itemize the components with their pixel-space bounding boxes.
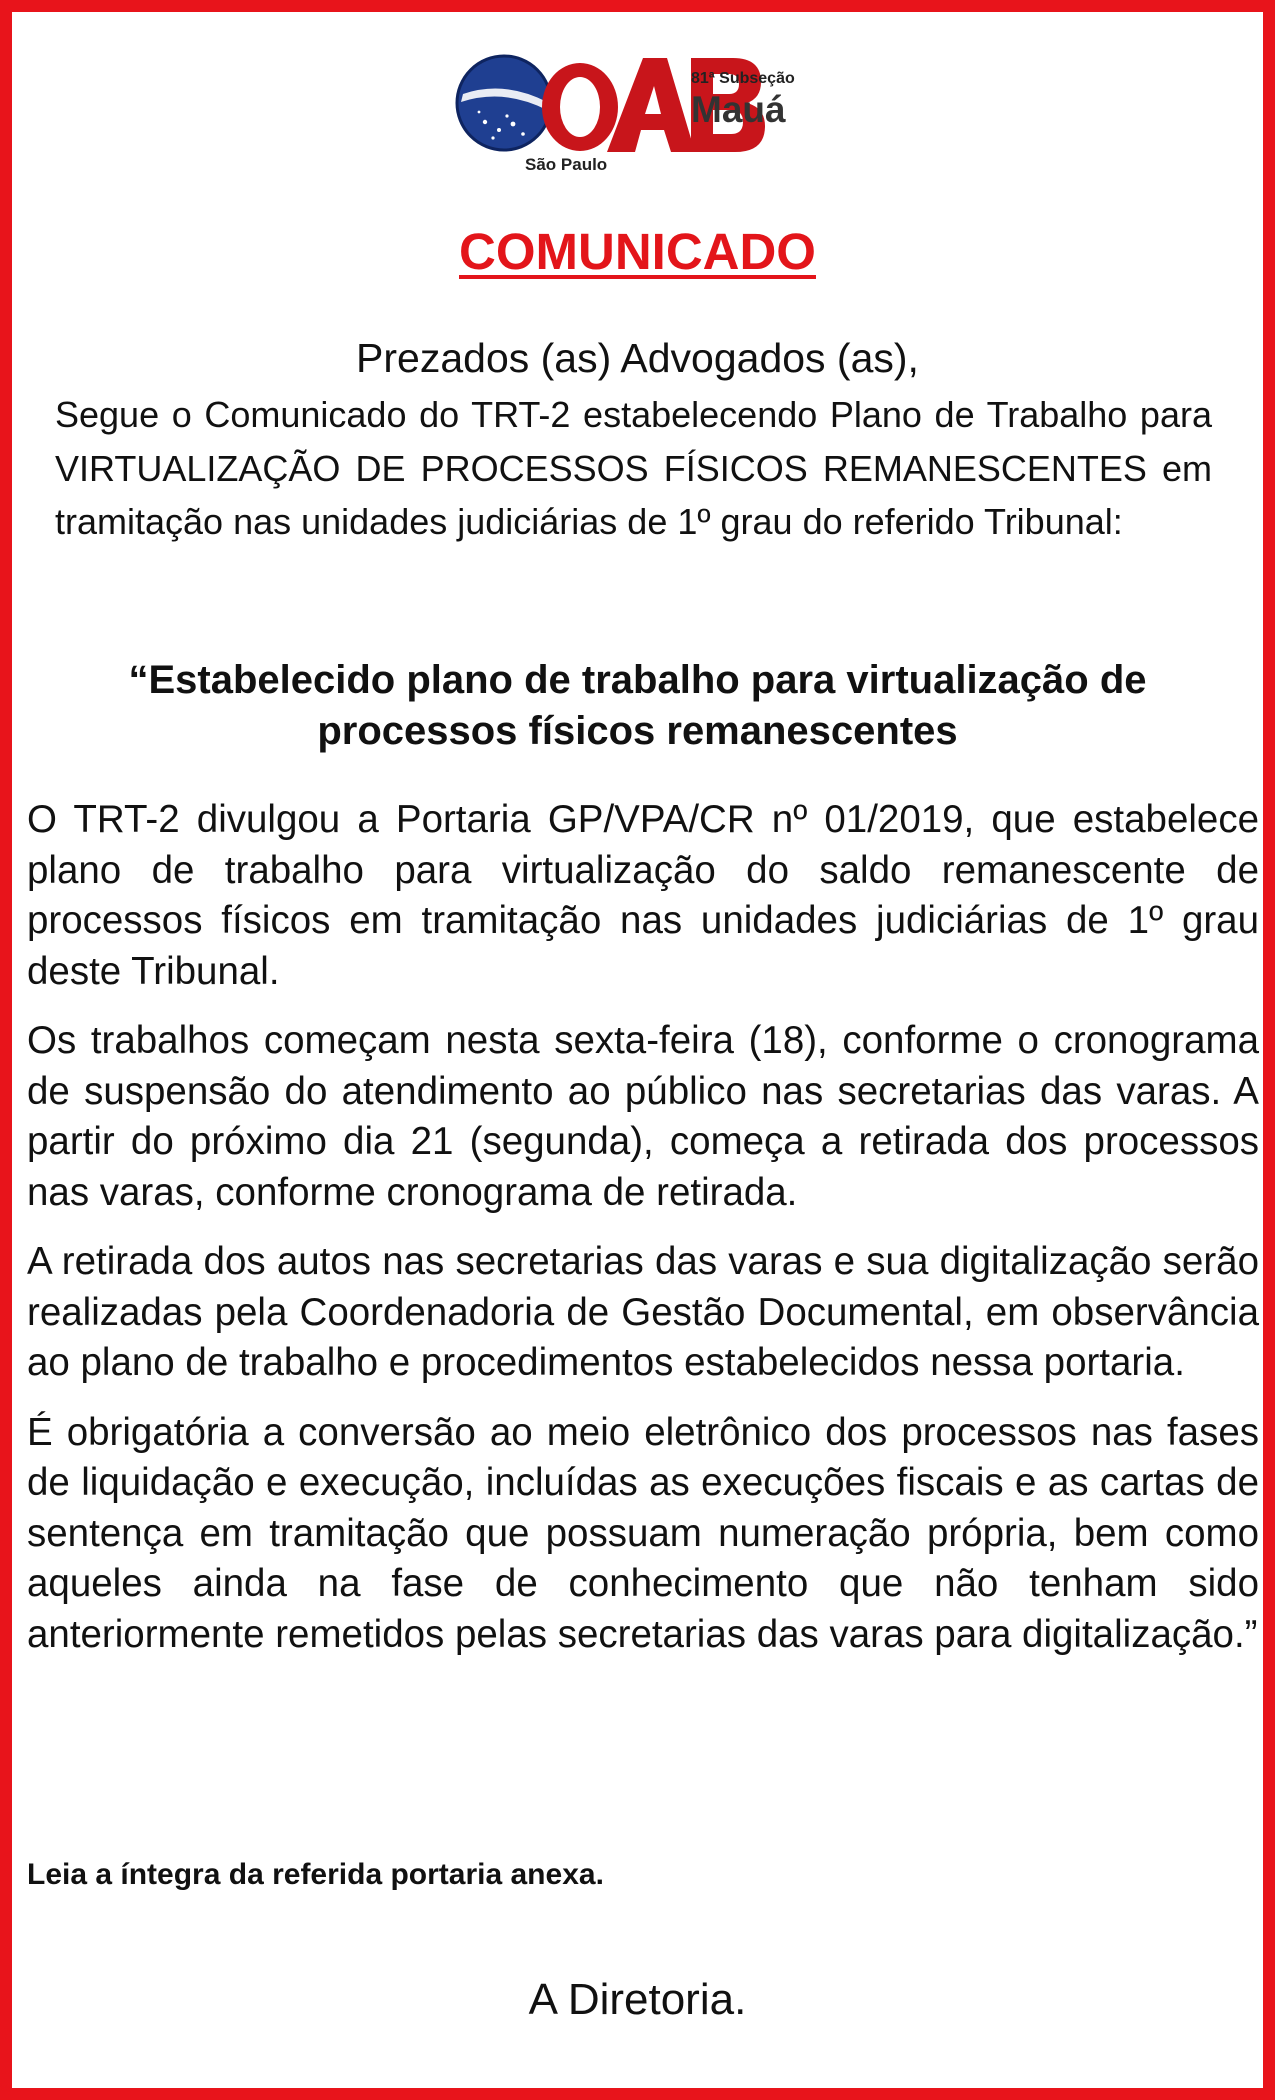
oab-globe-icon [457,56,551,150]
attachment-note: Leia a íntegra da referida portaria anexa. [27,1858,604,1891]
signature: A Diretoria. [528,1975,747,2024]
intro-paragraph: Segue o Comunicado do TRT-2 estabelecendo Plano de Trabalho para VIRTUALIZAÇÃO DE PROCESSOS FÍSICOS REMANESCENTES em tramitação nas unidades judiciárias de 1º grau do referido Tribunal: [55,394,1212,542]
quoted-title: “Estabelecido plano de trabalho para virtualização de processos físicos remanescentes [128,658,1147,753]
quoted-body [27,795,1259,1679]
greeting: Prezados (as) Advogados (as), [356,335,919,381]
logo-city: Mauá [691,89,786,130]
page-title: COMUNICADO [459,223,816,280]
body-paragraph: O TRT-2 divulgou a Portaria GP/VPA/CR nº 01/2019, que estabelece plano de trabalho para virtualização do saldo remanescente de processos físicos em tramitação nas unidades judiciárias de 1º grau deste Tribunal. [27,798,1259,993]
body-paragraph: Os trabalhos começam nesta sexta-feira (18), conforme o cronograma de suspensão do atendimento ao público nas secretarias das varas. A partir do próximo dia 21 (segunda), começa a retirada dos processos nas varas, conforme cronograma de retirada. [27,1019,1259,1214]
logo-state: São Paulo [525,155,608,174]
body-paragraph: É obrigatória a conversão ao meio eletrônico dos processos nas fases de liquidação e execução, incluídas as execuções fiscais e as cartas de sentença em tramitação que possuam numeração própria, bem como aqueles ainda na fase de conhecimento que não tenham sido anteriormente remetidos pelas secretarias das varas para digitalização.” [27,1410,1259,1656]
logo-subsection: 81ª Subseção [691,70,795,87]
body-paragraph: A retirada dos autos nas secretarias das varas e sua digitalização serão realizadas pela Coordenadoria de Gestão Documental, em observância ao plano de trabalho e procedimentos estabelecidos nessa portaria. [27,1240,1259,1384]
oab-logo [455,50,835,180]
